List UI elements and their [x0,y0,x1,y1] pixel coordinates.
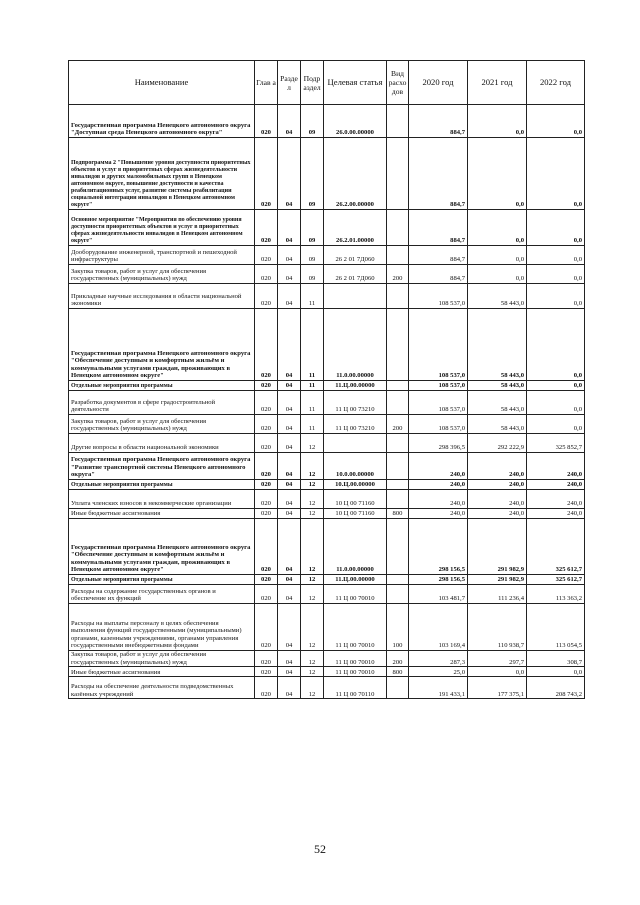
row-podrazdel: 09 [301,210,324,246]
row-vid [387,585,409,604]
row-razdel: 04 [278,246,301,265]
page-number: 52 [314,842,326,856]
row-razdel: 04 [278,415,301,434]
row-glava: 020 [255,667,278,677]
row-2022: 0,0 [527,381,585,391]
row-glava: 020 [255,585,278,604]
row-vid: 100 [387,604,409,651]
row-target: 11.Ц.00.00000 [324,575,387,585]
header-razdel: Разде л [278,61,301,105]
row-vid [387,105,409,138]
row-razdel: 04 [278,284,301,309]
row-glava: 020 [255,265,278,284]
table-row [69,265,585,284]
row-target: 10 Ц 00 71160 [324,509,387,519]
row-glava: 020 [255,480,278,490]
row-vid: 200 [387,651,409,667]
row-name: Прикладные научные исследования в области национальной экономики [69,284,255,309]
row-name: Разработка документов в сфере градостроительной деятельности [69,391,255,415]
row-vid [387,138,409,210]
row-razdel: 04 [278,667,301,677]
row-2022: 240,0 [527,480,585,490]
header-2020: 2020 год [409,61,468,105]
row-2020: 240,0 [409,453,468,480]
row-razdel: 04 [278,480,301,490]
table-row [69,246,585,265]
table-row [69,480,585,490]
row-target: 11.Ц.00.00000 [324,381,387,391]
row-vid: 200 [387,415,409,434]
row-2022: 0,0 [527,138,585,210]
row-podrazdel: 09 [301,265,324,284]
table-row [69,677,585,699]
row-2022: 325 612,7 [527,519,585,575]
row-2021: 58 443,0 [468,415,527,434]
row-name: Расходы на обеспечение деятельности подведомственных казённых учреждений [69,677,255,699]
row-podrazdel: 12 [301,519,324,575]
row-2022: 0,0 [527,265,585,284]
row-2022: 0,0 [527,391,585,415]
row-2021: 240,0 [468,453,527,480]
row-razdel: 04 [278,210,301,246]
row-2021: 291 982,9 [468,575,527,585]
row-2022: 0,0 [527,284,585,309]
table-row [69,490,585,509]
row-podrazdel: 12 [301,604,324,651]
row-podrazdel: 09 [301,246,324,265]
row-vid [387,284,409,309]
row-name: Отдельные мероприятия программы [69,575,255,585]
row-vid [387,309,409,381]
row-name: Закупка товаров, работ и услуг для обеспечения государственных (муниципальных) нужд [69,651,255,667]
row-podrazdel: 12 [301,585,324,604]
row-razdel: 04 [278,490,301,509]
table-row [69,391,585,415]
row-2020: 884,7 [409,105,468,138]
row-target: 26.2.00.00000 [324,138,387,210]
row-target: 11.0.00.00000 [324,309,387,381]
row-2021: 58 443,0 [468,391,527,415]
row-name: Расходы на содержание государственных органов и обеспечение их функций [69,585,255,604]
row-podrazdel: 12 [301,651,324,667]
row-podrazdel: 12 [301,667,324,677]
row-2021: 0,0 [468,265,527,284]
table-row [69,453,585,480]
row-glava: 020 [255,677,278,699]
row-target [324,434,387,453]
row-name: Закупка товаров, работ и услуг для обеспечения государственных (муниципальных) нужд [69,265,255,284]
row-name: Основное мероприятие "Мероприятия по обеспечению уровня доступности приоритетных объектов и услуг в приоритетных сферах жизнедеятельности инвалидов в Ненецком автономном округе" [69,210,255,246]
row-glava: 020 [255,453,278,480]
row-vid: 200 [387,265,409,284]
row-2021: 0,0 [468,210,527,246]
row-2021: 240,0 [468,509,527,519]
row-razdel: 04 [278,309,301,381]
row-2020: 298 396,5 [409,434,468,453]
row-glava: 020 [255,246,278,265]
row-2020: 298 156,5 [409,575,468,585]
row-2020: 240,0 [409,490,468,509]
row-glava: 020 [255,575,278,585]
row-2022: 0,0 [527,309,585,381]
row-2020: 287,3 [409,651,468,667]
row-razdel: 04 [278,105,301,138]
row-target: 26.0.00.00000 [324,105,387,138]
row-name: Другие вопросы в области национальной экономики [69,434,255,453]
row-target: 10 Ц 00 71160 [324,490,387,509]
row-2022: 0,0 [527,210,585,246]
row-razdel: 04 [278,604,301,651]
row-name: Иные бюджетные ассигнования [69,667,255,677]
row-razdel: 04 [278,453,301,480]
row-2020: 108 537,0 [409,415,468,434]
table-row [69,651,585,667]
row-name: Государственная программа Ненецкого автономного округа "Обеспечение доступным и комфортным жильём и коммунальными услугами граждан, проживающих в Ненецком автономном округе" [69,519,255,575]
table-row [69,415,585,434]
row-target: 11 Ц 00 70010 [324,604,387,651]
row-2022: 240,0 [527,490,585,509]
row-target: 11 Ц 00 70010 [324,585,387,604]
row-2022: 308,7 [527,651,585,667]
row-vid [387,453,409,480]
row-glava: 020 [255,519,278,575]
row-2022: 0,0 [527,246,585,265]
row-2021: 240,0 [468,480,527,490]
row-podrazdel: 12 [301,490,324,509]
row-2021: 240,0 [468,490,527,509]
table-row [69,381,585,391]
row-2020: 884,7 [409,138,468,210]
row-name: Иные бюджетные ассигнования [69,509,255,519]
row-razdel: 04 [278,585,301,604]
row-2022: 240,0 [527,509,585,519]
row-2020: 240,0 [409,509,468,519]
row-2022: 113 363,2 [527,585,585,604]
row-podrazdel: 12 [301,575,324,585]
row-podrazdel: 11 [301,415,324,434]
row-vid [387,246,409,265]
row-vid [387,381,409,391]
table-row [69,604,585,651]
row-2021: 0,0 [468,246,527,265]
row-target: 11 Ц 00 70110 [324,677,387,699]
row-podrazdel: 11 [301,391,324,415]
row-2020: 108 537,0 [409,381,468,391]
row-razdel: 04 [278,575,301,585]
row-target: 11 Ц 00 73210 [324,391,387,415]
row-glava: 020 [255,434,278,453]
row-glava: 020 [255,651,278,667]
row-name: Государственная программа Ненецкого автономного округа "Доступная среда Ненецкого автономного округа" [69,105,255,138]
header-glava: Глав а [255,61,278,105]
row-vid [387,210,409,246]
row-2022: 325 612,7 [527,575,585,585]
row-glava: 020 [255,509,278,519]
table-row [69,284,585,309]
row-podrazdel: 12 [301,480,324,490]
row-2021: 292 222,9 [468,434,527,453]
row-2022: 208 743,2 [527,677,585,699]
row-2021: 0,0 [468,667,527,677]
row-razdel: 04 [278,381,301,391]
table-row [69,105,585,138]
header-name: Наименование [69,61,255,105]
header-2022: 2022 год [527,61,585,105]
row-2021: 111 236,4 [468,585,527,604]
table-header-row [69,61,585,105]
row-2021: 58 443,0 [468,284,527,309]
row-name: Подпрограмма 2 "Повышение уровня доступности приоритетных объектов и услуг в приоритетных сферах жизнедеятельности инвалидов и других маломобильных групп в Ненецком автономном округе, повышение доступности и качества реабилитационных услуг, развитие системы реабилитации социальной интеграции инвалидов в Ненецком автономном округе" [69,138,255,210]
row-target: 26 2 01 7Д060 [324,246,387,265]
row-2020: 108 537,0 [409,391,468,415]
row-vid [387,434,409,453]
row-2020: 191 433,1 [409,677,468,699]
table-row [69,667,585,677]
row-vid: 800 [387,509,409,519]
row-vid: 800 [387,667,409,677]
row-2022: 0,0 [527,105,585,138]
row-podrazdel: 12 [301,453,324,480]
row-2020: 108 537,0 [409,309,468,381]
row-2020: 103 481,7 [409,585,468,604]
header-2021: 2021 год [468,61,527,105]
table-row [69,575,585,585]
row-name: Дооборудование инженерной, транспортной и пешеходной инфраструктуры [69,246,255,265]
row-2020: 240,0 [409,480,468,490]
row-podrazdel: 11 [301,309,324,381]
row-2021: 0,0 [468,138,527,210]
row-2021: 110 938,7 [468,604,527,651]
row-target: 10.Ц.00.00000 [324,480,387,490]
row-name: Государственная программа Ненецкого автономного округа "Развитие транспортной системы Ненецкого автономного округа" [69,453,255,480]
row-2021: 0,0 [468,105,527,138]
row-razdel: 04 [278,265,301,284]
row-target: 11 Ц 00 70010 [324,651,387,667]
row-glava: 020 [255,381,278,391]
row-razdel: 04 [278,434,301,453]
row-podrazdel: 09 [301,138,324,210]
row-2021: 58 443,0 [468,309,527,381]
header-podrazdel: Подр аздел [301,61,324,105]
row-2020: 884,7 [409,210,468,246]
row-target: 26.2.01.00000 [324,210,387,246]
table-row [69,434,585,453]
row-razdel: 04 [278,509,301,519]
row-target: 26 2 01 7Д060 [324,265,387,284]
row-name: Государственная программа Ненецкого автономного округа "Обеспечение доступным и комфортным жильём и коммунальными услугами граждан, проживающих в Ненецком автономном округе" [69,309,255,381]
table-row [69,509,585,519]
row-vid [387,490,409,509]
row-target: 10.0.00.00000 [324,453,387,480]
row-2022: 325 852,7 [527,434,585,453]
row-podrazdel: 11 [301,284,324,309]
row-podrazdel: 12 [301,434,324,453]
row-2022: 113 054,5 [527,604,585,651]
row-podrazdel: 12 [301,677,324,699]
table-row [69,138,585,210]
row-2021: 291 982,9 [468,519,527,575]
row-target: 11 Ц 00 70010 [324,667,387,677]
budget-table [68,60,585,699]
row-glava: 020 [255,284,278,309]
row-glava: 020 [255,391,278,415]
row-2021: 177 375,1 [468,677,527,699]
row-glava: 020 [255,415,278,434]
row-2020: 108 537,0 [409,284,468,309]
row-razdel: 04 [278,651,301,667]
row-razdel: 04 [278,677,301,699]
row-glava: 020 [255,138,278,210]
row-2020: 884,7 [409,265,468,284]
row-target: 11.0.00.00000 [324,519,387,575]
row-vid [387,677,409,699]
row-vid [387,575,409,585]
row-2022: 240,0 [527,453,585,480]
row-glava: 020 [255,490,278,509]
row-podrazdel: 12 [301,509,324,519]
table-body [69,105,585,699]
row-glava: 020 [255,309,278,381]
header-target: Целевая статья [324,61,387,105]
row-podrazdel: 11 [301,381,324,391]
row-razdel: 04 [278,519,301,575]
row-glava: 020 [255,105,278,138]
row-2022: 0,0 [527,415,585,434]
row-name: Отдельные мероприятия программы [69,381,255,391]
row-2020: 298 156,5 [409,519,468,575]
table-row [69,585,585,604]
row-vid [387,480,409,490]
row-2021: 58 443,0 [468,381,527,391]
row-2020: 884,7 [409,246,468,265]
row-vid [387,391,409,415]
row-razdel: 04 [278,391,301,415]
row-glava: 020 [255,210,278,246]
table-row [69,519,585,575]
row-2022: 0,0 [527,667,585,677]
table-row [69,309,585,381]
row-vid [387,519,409,575]
row-target [324,284,387,309]
table-row [69,210,585,246]
row-name: Уплата членских взносов в некоммерческие организации [69,490,255,509]
row-2020: 25,0 [409,667,468,677]
row-2021: 297,7 [468,651,527,667]
row-name: Закупка товаров, работ и услуг для обеспечения государственных (муниципальных) нужд [69,415,255,434]
row-name: Отдельные мероприятия программы [69,480,255,490]
row-target: 11 Ц 00 73210 [324,415,387,434]
header-vid: Вид расхо дов [387,61,409,105]
row-2020: 103 169,4 [409,604,468,651]
row-podrazdel: 09 [301,105,324,138]
row-glava: 020 [255,604,278,651]
row-name: Расходы на выплаты персоналу в целях обеспечения выполнения функций государственными (муниципальными) органами, казенными учреждениями, органами управления государственными внебюджетными фондами [69,604,255,651]
row-razdel: 04 [278,138,301,210]
